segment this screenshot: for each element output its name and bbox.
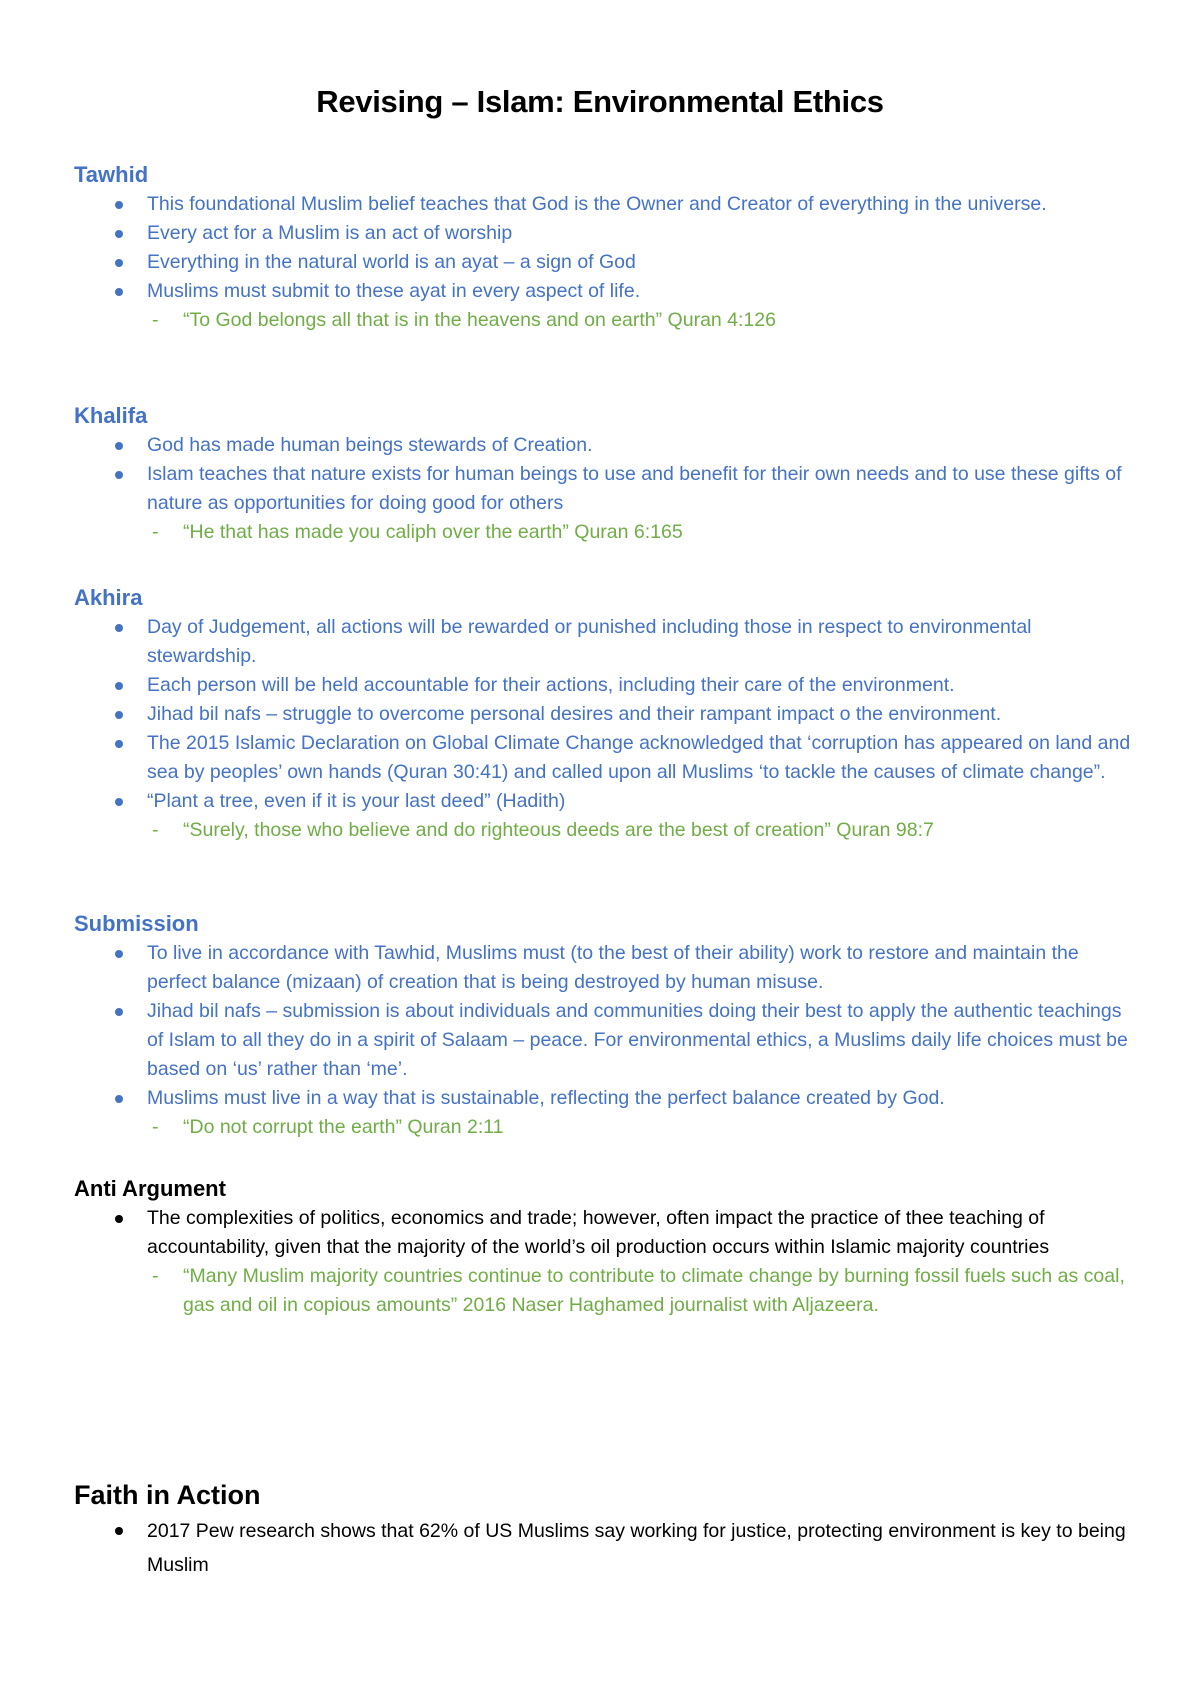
dash-marker: - (152, 309, 159, 331)
section-heading-submission: Submission (74, 911, 199, 936)
section-anti-argument (74, 1174, 1134, 1320)
section-heading-anti-argument: Anti Argument (74, 1176, 226, 1201)
list-item: Everything in the natural world is an ayat – a sign of God (74, 248, 1134, 277)
quote-submission (74, 1113, 1134, 1142)
quote-khalifa (74, 518, 1134, 547)
dash-marker: - (152, 819, 159, 841)
list-item: The 2015 Islamic Declaration on Global Climate Change acknowledged that ‘corruption has appeared on land and sea by peoples’ own hands (Quran 30:41) and called upon all Muslims ‘to tackle the causes of climate change”. (74, 729, 1134, 787)
section-heading-tawhid: Tawhid (74, 162, 149, 187)
list-item: This foundational Muslim belief teaches that God is the Owner and Creator of everything in the universe. (74, 190, 1134, 219)
quote-anti-argument (74, 1262, 1134, 1320)
list-item: Each person will be held accountable for their actions, including their care of the environment. (74, 671, 1134, 700)
list-item: Islam teaches that nature exists for human beings to use and benefit for their own needs and to use these gifts of nature as opportunities for doing good for others (74, 460, 1134, 518)
list-item: Every act for a Muslim is an act of worship (74, 219, 1134, 248)
bullet-list-tawhid (74, 190, 1134, 306)
quote-text: “Do not corrupt the earth” Quran 2:11 (183, 1116, 504, 1138)
list-item: God has made human beings stewards of Creation. (74, 431, 1134, 460)
section-submission (74, 909, 1134, 1142)
section-khalifa (74, 401, 1134, 547)
section-faith-in-action (74, 1476, 1134, 1582)
dash-marker: - (152, 1265, 159, 1287)
list-item: Jihad bil nafs – struggle to overcome personal desires and their rampant impact o the environment. (74, 700, 1134, 729)
list-item: Jihad bil nafs – submission is about individuals and communities doing their best to apply the authentic teachings of Islam to all they do in a spirit of Salaam – peace. For environmental ethics, a Muslims daily life choices must be based on ‘us’ rather than ‘me’. (74, 997, 1134, 1084)
section-heading-faith-in-action: Faith in Action (74, 1480, 261, 1510)
quote-text: “Many Muslim majority countries continue to contribute to climate change by burning fossil fuels such as coal, gas and oil in copious amounts” 2016 Naser Haghamed journalist with Aljazeera. (183, 1265, 1125, 1316)
list-item: Day of Judgement, all actions will be rewarded or punished including those in respect to environmental stewardship. (74, 613, 1134, 671)
list-item: 2017 Pew research shows that 62% of US Muslims say working for justice, protecting environment is key to being Muslim (74, 1514, 1134, 1582)
section-heading-akhira: Akhira (74, 585, 143, 610)
list-item: To live in accordance with Tawhid, Muslims must (to the best of their ability) work to restore and maintain the perfect balance (mizaan) of creation that is being destroyed by human misuse. (74, 939, 1134, 997)
quote-akhira (74, 816, 1134, 845)
list-item: The complexities of politics, economics and trade; however, often impact the practice of thee teaching of accountability, given that the majority of the world’s oil production occurs within Islamic majority countries (74, 1204, 1134, 1262)
section-akhira (74, 583, 1134, 845)
bullet-list-faith-in-action (74, 1514, 1134, 1582)
dash-marker: - (152, 1116, 159, 1138)
list-item: “Plant a tree, even if it is your last deed” (Hadith) (74, 787, 1134, 816)
list-item: Muslims must submit to these ayat in every aspect of life. (74, 277, 1134, 306)
quote-text: “To God belongs all that is in the heavens and on earth” Quran 4:126 (183, 309, 776, 331)
list-item: Muslims must live in a way that is sustainable, reflecting the perfect balance created by God. (74, 1084, 1134, 1113)
bullet-list-submission (74, 939, 1134, 1113)
quote-tawhid (74, 306, 1134, 335)
page-title: Revising – Islam: Environmental Ethics (316, 84, 884, 119)
quote-text: “He that has made you caliph over the earth” Quran 6:165 (183, 521, 683, 543)
bullet-list-anti-argument (74, 1204, 1134, 1262)
dash-marker: - (152, 521, 159, 543)
section-heading-khalifa: Khalifa (74, 403, 148, 428)
bullet-list-akhira (74, 613, 1134, 816)
quote-text: “Surely, those who believe and do righteous deeds are the best of creation” Quran 98:7 (183, 819, 934, 841)
section-tawhid (74, 160, 1134, 335)
bullet-list-khalifa (74, 431, 1134, 518)
